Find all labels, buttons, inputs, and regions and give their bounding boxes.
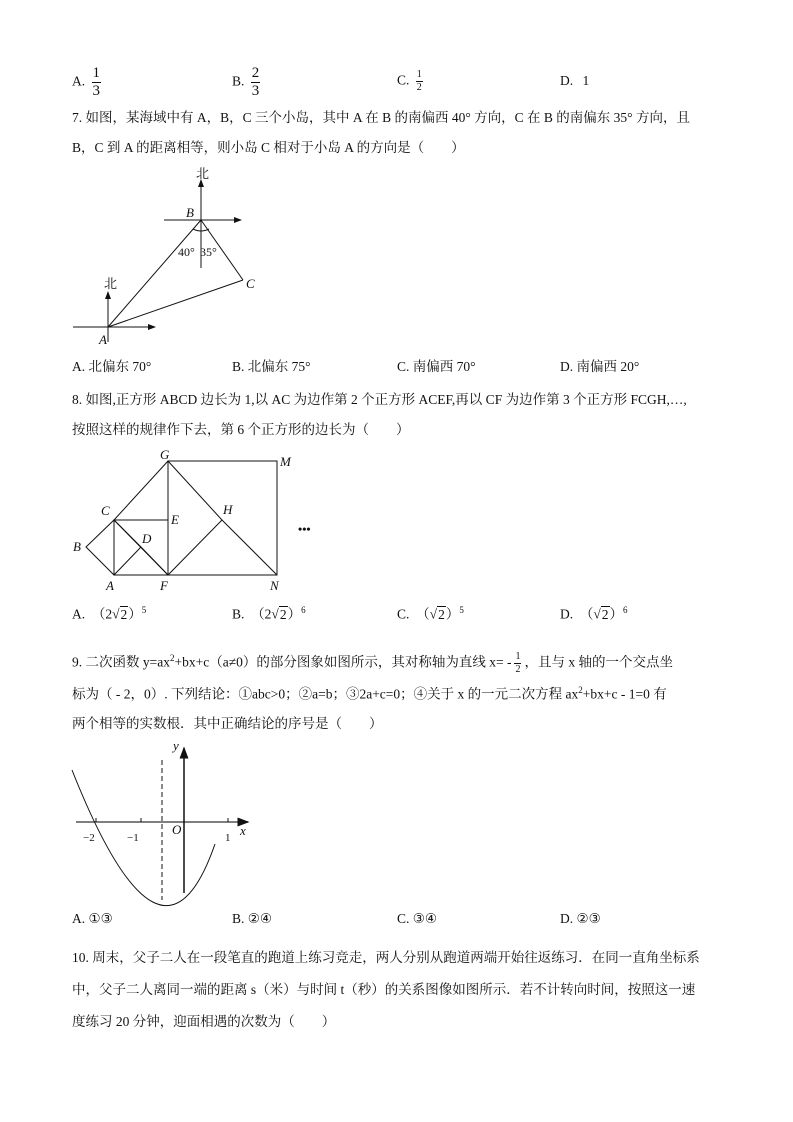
numerator: 1	[416, 69, 422, 80]
q8-text-line2: 按照这样的规律作下去，第 6 个正方形的边长为（ ）	[72, 422, 410, 437]
option-label: D.	[560, 73, 574, 88]
ellipsis: •••	[298, 522, 311, 536]
north-label: 北	[196, 166, 210, 181]
y-axis-label: y	[173, 738, 179, 753]
option-label: A.	[72, 73, 86, 89]
exponent: 2	[169, 653, 175, 663]
denominator: 2	[416, 82, 422, 93]
numerator: 2	[251, 65, 260, 81]
q8-option-d: D. $(√2)^6$	[560, 605, 628, 622]
denominator: 2	[515, 663, 521, 675]
q7-option-c: C. 南偏西 70°	[397, 359, 476, 374]
q10-text-line3: 度练习 20 分钟，迎面相遇的次数为（ ）	[72, 1014, 336, 1029]
q8-option-c: C. $(√2)^5$	[397, 605, 464, 622]
denominator: 3	[92, 83, 100, 99]
paren: （2	[251, 606, 272, 622]
point-label-b: B	[73, 539, 81, 554]
q8-figure	[86, 461, 277, 575]
x-axis-label: x	[240, 823, 246, 838]
point-label-h: H	[223, 502, 233, 517]
text: ，且与 x 轴的一个交点坐	[524, 654, 673, 670]
paren: （	[416, 606, 430, 622]
point-label-b: B	[186, 205, 194, 220]
numerator: 1	[515, 650, 521, 662]
q8-option-a: A. $(2√2)^5$	[72, 605, 147, 622]
q9-text-line2	[72, 681, 667, 704]
q9-option-a: A. ①③	[72, 911, 113, 926]
point-label-c: C	[101, 503, 110, 518]
option-label: B.	[232, 606, 245, 622]
exponent: 6	[623, 605, 628, 615]
option-label: C.	[397, 72, 410, 88]
q7-option-b: B. 北偏东 75°	[232, 359, 311, 374]
tick-label: 1	[225, 832, 231, 844]
point-label-m: M	[280, 454, 291, 469]
option-label: C.	[397, 606, 410, 622]
exponent: 2	[578, 685, 583, 695]
numerator: 1	[92, 65, 100, 81]
text: 9. 二次函数 y=ax	[72, 654, 170, 670]
q7-option-d: D. 南偏西 20°	[560, 359, 640, 374]
point-label-g: G	[160, 447, 170, 462]
q9-option-d: D. ②③	[560, 911, 601, 926]
radicand: 2	[120, 606, 128, 622]
paren: ）	[128, 606, 142, 622]
q9-text-line3: 两个相等的实数根．其中正确结论的序号是（ ）	[72, 716, 383, 731]
q7-text-line2: B，C 到 A 的距离相等，则小岛 C 相对于小岛 A 的方向是（ ）	[72, 140, 465, 155]
paren: （2	[91, 606, 113, 622]
q9-figure	[72, 748, 248, 906]
point-label-c: C	[246, 276, 255, 291]
option-label: B.	[232, 73, 245, 89]
paren: ）	[445, 606, 460, 622]
q9-option-b: B. ②④	[232, 911, 272, 926]
q9-option-c: C. ③④	[397, 911, 437, 926]
text: +bx+c - 1=0 有	[582, 686, 667, 702]
point-label-d: D	[142, 531, 152, 546]
text: 标为（ - 2，0）. 下列结论：①abc>0；②a=b；③2a+c=0；④关于 x 的一元二次方程 ax	[72, 686, 579, 702]
angle-label-40: 40°	[178, 245, 195, 259]
text: +bx+c（a≠0）的部分图象如图所示，其对称轴为直线 x= -	[174, 654, 512, 670]
tick-label: −1	[127, 832, 139, 844]
point-label-n: N	[270, 578, 279, 593]
q8-option-b: B. $(2√2)^6$	[232, 605, 306, 622]
point-label-f: F	[160, 578, 168, 593]
q7-option-a: A. 北偏东 70°	[72, 359, 152, 374]
tick-label: −2	[83, 832, 95, 844]
north-label: 北	[104, 276, 118, 291]
paren: （	[579, 606, 594, 622]
exponent: 5	[141, 605, 147, 615]
point-label-a: A	[99, 332, 107, 347]
q9-text-line1	[72, 644, 673, 677]
origin-label: O	[172, 822, 182, 837]
option-label: A.	[72, 606, 86, 622]
exponent: 5	[459, 605, 464, 615]
q7-text-line1: 7. 如图，某海域中有 A，B，C 三个小岛，其中 A 在 B 的南偏西 40° 方向，C 在 B 的南偏东 35° 方向，且	[72, 110, 690, 125]
q8-text-line1: 8. 如图,正方形 ABCD 边长为 1,以 AC 为边作第 2 个正方形 ACEF,再以 CF 为边作第 3 个正方形 FCGH,…,	[72, 392, 687, 407]
radicand: 2	[438, 606, 445, 622]
exponent: 6	[301, 605, 306, 615]
point-label-e: E	[171, 512, 179, 527]
paren: ）	[609, 606, 624, 622]
angle-label-35: 35°	[200, 245, 217, 259]
radicand: 2	[601, 606, 609, 622]
option-value: 1	[582, 73, 590, 88]
denominator: 3	[251, 83, 260, 99]
paren: ）	[287, 606, 302, 622]
point-label-a: A	[106, 578, 114, 593]
q10-text-line1: 10. 周末，父子二人在一段笔直的跑道上练习竞走，两人分别从跑道两端开始往返练习．在同一直角坐标系	[72, 950, 700, 965]
q10-text-line2: 中，父子二人离同一端的距离 s（米）与时间 t（秒）的关系图像如图所示．若不计转向时间，按照这一速	[72, 982, 696, 997]
option-label: D.	[560, 606, 574, 622]
radicand: 2	[279, 606, 287, 622]
fraction	[514, 652, 521, 675]
